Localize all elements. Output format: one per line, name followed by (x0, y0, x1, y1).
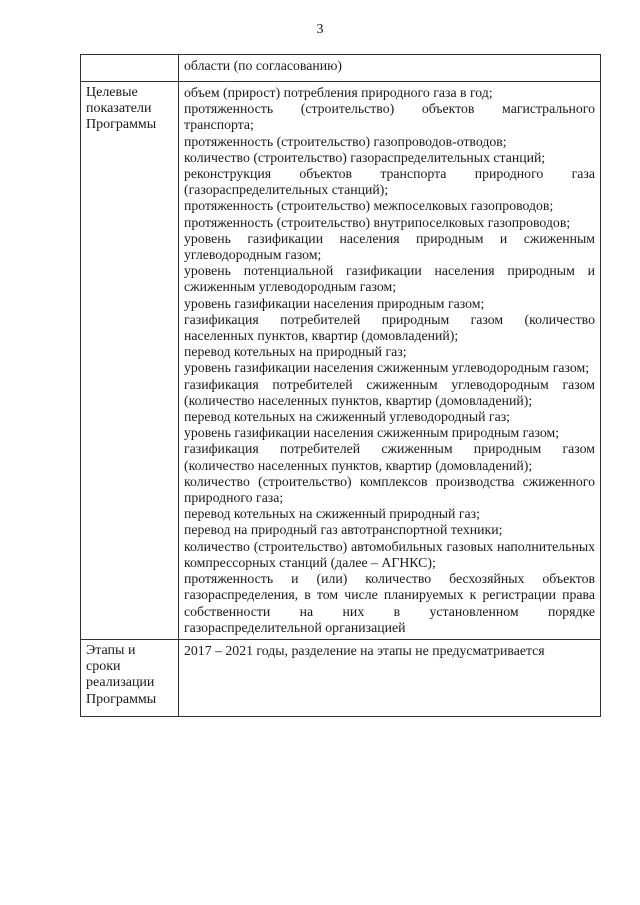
table-row (81, 82, 601, 640)
content-item: количество (строительство) газораспределительных станций; (184, 149, 546, 165)
content-item: количество (строительство) автомобильных газовых наполнительных компрессорных станций (далее – АГНКС); (184, 538, 595, 570)
content-item: газификация потребителей природным газом (количество населенных пунктов, квартир (домовладений); (184, 311, 595, 344)
content-item: протяженность (строительство) межпоселковых газопроводов; (184, 198, 554, 214)
content-item: газификация потребителей сжиженным углеводородным газом (количество населенных пунктов, квартир (домовладений); (184, 376, 595, 408)
content-item: объем (прирост) потребления природного газа в год; (184, 85, 493, 100)
content-item: 2017 – 2021 годы, разделение на этапы не предусматривается (184, 642, 545, 658)
row-content (179, 82, 601, 640)
content-item: перевод котельных на сжиженный природный газ; (184, 506, 480, 522)
content-item: протяженность и (или) количество бесхозяйных объектов газораспределения, в том числе планируемых к регистрации права собственности на них в установленном порядке газораспределительной организацией (184, 571, 595, 635)
content-item: области (по согласованию) (184, 58, 343, 73)
row-label: Целевые показатели Программы (81, 82, 179, 640)
content-item: уровень газификации населения природным газом; (184, 295, 485, 311)
content-item: протяженность (строительство) объектов магистрального транспорта; (184, 101, 595, 133)
content-item: перевод на природный газ автотранспортной техники; (184, 522, 503, 538)
content-item: протяженность (строительство) внутрипоселковых газопроводов; (184, 214, 571, 230)
content-item: уровень газификации населения сжиженным природным газом; (184, 425, 560, 441)
table-row (81, 55, 601, 82)
table-row (81, 639, 601, 716)
row-content (179, 639, 601, 716)
page-number: 3 (316, 22, 324, 37)
content-item: протяженность (строительство) газопроводов-отводов; (184, 133, 507, 149)
content-item: уровень потенциальной газификации населения природным и сжиженным углеводородным газом; (184, 263, 595, 295)
content-item: уровень газификации населения сжиженным углеводородным газом; (184, 360, 590, 376)
content-item: количество (строительство) комплексов производства сжиженного природного газа; (184, 473, 595, 506)
content-item: газификация потребителей сжиженным природным газом (количество населенных пунктов, квартир (домовладений); (184, 441, 595, 473)
row-content (179, 55, 601, 82)
row-label: Этапы и сроки реализации Программы (81, 639, 179, 716)
content-item: перевод котельных на сжиженный углеводородный газ; (184, 409, 510, 425)
row-label (81, 55, 179, 82)
program-passport-table (80, 54, 601, 717)
content-item: уровень газификации населения природным и сжиженным углеводородным газом; (184, 230, 595, 263)
content-item: перевод котельных на природный газ; (184, 344, 407, 360)
content-item: реконструкция объектов транспорта природного газа (газораспределительных станций); (184, 166, 595, 198)
